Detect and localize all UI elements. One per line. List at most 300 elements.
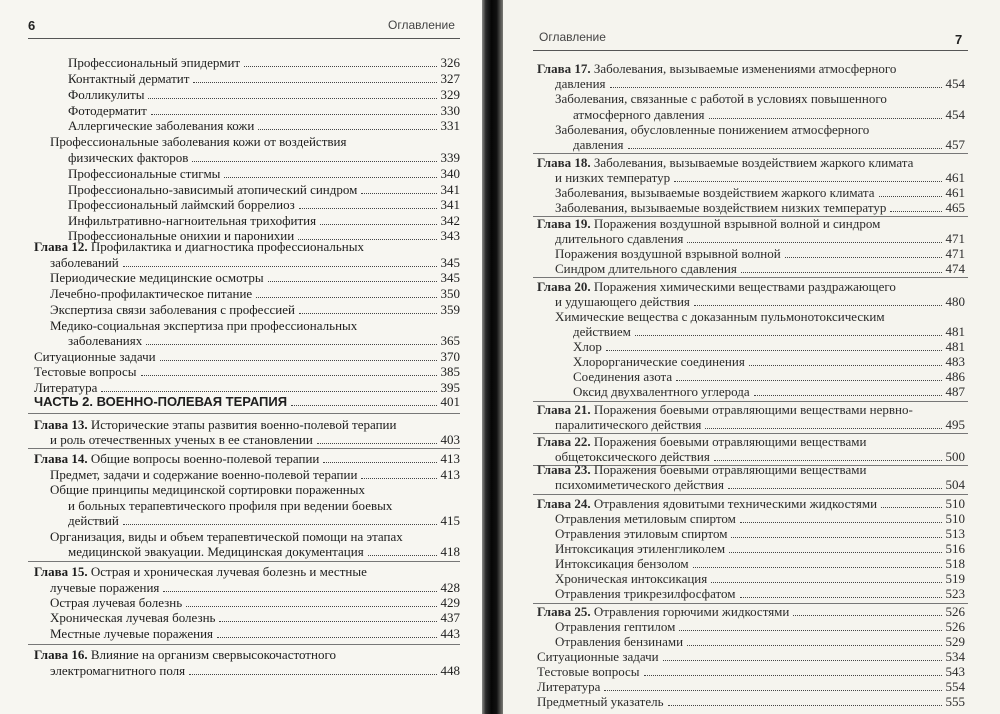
- entry-title: Аллергические заболевания кожи: [68, 118, 255, 133]
- chapter-label: Глава 16.: [34, 647, 88, 662]
- chapter-label: Глава 14.: [34, 451, 88, 466]
- leader-dots: [186, 596, 436, 607]
- toc-entry[interactable]: [68, 197, 460, 212]
- toc-entry[interactable]: [50, 255, 460, 270]
- toc-entry-heading[interactable]: Заболевания, обусловленные понижением атмосферного: [555, 122, 870, 137]
- leader-dots: [740, 587, 942, 598]
- chapter-label: Глава 22.: [537, 434, 591, 449]
- toc-entry[interactable]: [68, 182, 460, 197]
- entry-title: Инфильтративно-нагноительная трихофития: [68, 213, 317, 228]
- chapter-heading[interactable]: [537, 279, 896, 294]
- entry-page: 486: [945, 369, 965, 384]
- toc-entry[interactable]: [555, 634, 965, 649]
- leader-dots: [635, 325, 942, 336]
- toc-entry[interactable]: [68, 544, 460, 559]
- chapter-label: Глава 15.: [34, 564, 88, 579]
- entry-title: Синдром длительного сдавления: [555, 261, 737, 276]
- entry-title: Тестовые вопросы: [34, 364, 137, 379]
- chapter-title: Влияние на организм свервысокочастотного: [87, 647, 336, 662]
- leader-dots: [604, 680, 941, 691]
- toc-entry[interactable]: [50, 302, 460, 317]
- chapter-title: Отравления ядовитыми техническими жидкостями: [590, 496, 878, 511]
- entry-page: 487: [945, 384, 965, 399]
- entry-title: Профессиональный лаймский боррелиоз: [68, 197, 295, 212]
- chapter-label: Глава 21.: [537, 402, 591, 417]
- leader-dots: [606, 340, 942, 351]
- entry-page: 415: [440, 513, 460, 528]
- chapter-label: Глава 25.: [537, 604, 591, 619]
- chapter-heading[interactable]: [34, 647, 336, 662]
- entry-title: Хлор: [573, 339, 602, 354]
- section-rule: [28, 561, 460, 562]
- entry-page: 326: [440, 55, 460, 70]
- section-rule: [533, 494, 968, 495]
- toc-entry[interactable]: [50, 580, 460, 595]
- entry-title: атмосферного давления: [573, 107, 705, 122]
- toc-entry[interactable]: [555, 261, 965, 276]
- toc-entry[interactable]: [555, 556, 965, 571]
- toc-entry[interactable]: [68, 513, 460, 528]
- entry-page: 448: [440, 663, 460, 678]
- entry-title: Периодические медицинские осмотры: [50, 270, 264, 285]
- entry-title: давления: [573, 137, 624, 152]
- chapter-label: Глава 24.: [537, 496, 591, 511]
- entry-page: 345: [440, 255, 460, 270]
- part-title: ЧАСТЬ 2. ВОЕННО-ПОЛЕВАЯ ТЕРАПИЯ: [34, 394, 288, 409]
- toc-entry[interactable]: [555, 294, 965, 309]
- toc-entry[interactable]: [537, 664, 965, 679]
- leader-dots: [628, 138, 942, 149]
- entry-page: 401: [440, 394, 460, 409]
- toc-entry[interactable]: [573, 354, 965, 369]
- leader-dots: [217, 627, 436, 638]
- toc-entry[interactable]: [50, 286, 460, 301]
- leader-dots: [705, 418, 941, 429]
- chapter-heading[interactable]: [537, 434, 866, 449]
- entry-page: 529: [945, 634, 965, 649]
- entry-title: Соединения азота: [573, 369, 673, 384]
- chapter-heading[interactable]: [537, 496, 965, 511]
- entry-title: Отравления трикрезилфосфатом: [555, 586, 736, 601]
- leader-dots: [244, 56, 436, 67]
- leader-dots: [693, 557, 942, 568]
- entry-page: 341: [440, 197, 460, 212]
- entry-page: 428: [440, 580, 460, 595]
- entry-page: 342: [440, 213, 460, 228]
- leader-dots: [361, 468, 436, 479]
- leader-dots: [709, 108, 942, 119]
- entry-page: 418: [440, 544, 460, 559]
- chapter-title: Исторические этапы развития военно-полевой терапии: [87, 417, 397, 432]
- entry-title: действием: [573, 324, 631, 339]
- toc-entry-heading[interactable]: Профессиональные заболевания кожи от воздействия: [50, 134, 347, 149]
- right-header-rule: [533, 50, 968, 51]
- entry-title: Отравления метиловым спиртом: [555, 511, 736, 526]
- entry-page: 340: [440, 166, 460, 181]
- leader-dots: [676, 370, 941, 381]
- toc-entry[interactable]: [50, 626, 460, 641]
- chapter-heading[interactable]: [537, 604, 965, 619]
- entry-title: Поражения воздушной взрывной волной: [555, 246, 781, 261]
- entry-page: 519: [945, 571, 965, 586]
- entry-page: 500: [945, 449, 965, 464]
- leader-dots: [299, 303, 437, 314]
- entry-title: Хроническая интоксикация: [555, 571, 708, 586]
- entry-page: 534: [945, 649, 965, 664]
- entry-page: 526: [945, 604, 965, 619]
- toc-entry[interactable]: [68, 213, 460, 228]
- toc-entry[interactable]: [555, 571, 965, 586]
- entry-page: 474: [945, 261, 965, 276]
- leader-dots: [189, 664, 436, 675]
- toc-entry[interactable]: [573, 107, 965, 122]
- leader-dots: [610, 77, 942, 88]
- toc-entry[interactable]: [555, 185, 965, 200]
- entry-title: Заболевания, вызываемые воздействием низких температур: [555, 200, 887, 215]
- entry-title: и роль отечественных ученых в ее становлении: [50, 432, 313, 447]
- section-rule: [533, 277, 968, 278]
- leader-dots: [785, 247, 942, 258]
- chapter-heading[interactable]: [34, 239, 364, 254]
- entry-page: 385: [440, 364, 460, 379]
- toc-entry[interactable]: [555, 200, 965, 215]
- entry-title: Литература: [34, 380, 98, 395]
- left-header-rule: [28, 38, 460, 39]
- chapter-title: Заболевания, вызываемые воздействием жаркого климата: [590, 155, 914, 170]
- leader-dots: [368, 545, 437, 556]
- chapter-title: Поражения боевыми отравляющими веществами: [590, 434, 867, 449]
- entry-page: 555: [945, 694, 965, 709]
- entry-page: 454: [945, 76, 965, 91]
- section-rule: [28, 448, 460, 449]
- leader-dots: [163, 581, 436, 592]
- toc-entry[interactable]: [555, 170, 965, 185]
- entry-page: 331: [440, 118, 460, 133]
- toc-entry[interactable]: [68, 103, 460, 118]
- entry-title: Оксид двухвалентного углерода: [573, 384, 750, 399]
- leader-dots: [361, 183, 436, 194]
- toc-entry[interactable]: [573, 324, 965, 339]
- entry-page: 543: [945, 664, 965, 679]
- toc-entry[interactable]: [555, 619, 965, 634]
- chapter-title: Поражения воздушной взрывной волной и синдром: [590, 216, 881, 231]
- entry-page: 471: [945, 246, 965, 261]
- entry-page: 518: [945, 556, 965, 571]
- entry-title: заболеваний: [50, 255, 119, 270]
- entry-page: 339: [440, 150, 460, 165]
- entry-page: 443: [440, 626, 460, 641]
- entry-page: 554: [945, 679, 965, 694]
- leader-dots: [687, 635, 941, 646]
- toc-entry[interactable]: [68, 333, 460, 348]
- toc-entry-heading[interactable]: Химические вещества с доказанным пульмонотоксическим: [555, 309, 885, 324]
- right-running-header: Оглавление: [539, 30, 606, 44]
- leader-dots: [749, 355, 942, 366]
- toc-entry-heading[interactable]: Медико-социальная экспертиза при профессиональных: [50, 318, 358, 333]
- toc-entry[interactable]: [68, 118, 460, 133]
- toc-entry[interactable]: [50, 467, 460, 482]
- leader-dots: [320, 214, 436, 225]
- toc-entry[interactable]: [573, 137, 965, 152]
- toc-entry[interactable]: [573, 339, 965, 354]
- leader-dots: [644, 665, 942, 676]
- toc-entry[interactable]: [555, 246, 965, 261]
- entry-page: 437: [440, 610, 460, 625]
- entry-page: 345: [440, 270, 460, 285]
- entry-title: физических факторов: [68, 150, 189, 165]
- entry-title: давления: [555, 76, 606, 91]
- book-spine-shadow: [482, 0, 503, 714]
- entry-title: лучевые поражения: [50, 580, 160, 595]
- chapter-label: Глава 13.: [34, 417, 88, 432]
- part-heading[interactable]: [34, 394, 460, 409]
- toc-entry[interactable]: [50, 595, 460, 610]
- entry-page: 471: [945, 231, 965, 246]
- entry-title: Острая лучевая болезнь: [50, 595, 183, 610]
- entry-page: 403: [440, 432, 460, 447]
- entry-page: 370: [440, 349, 460, 364]
- toc-entry[interactable]: [555, 541, 965, 556]
- entry-title: действий: [68, 513, 119, 528]
- leader-dots: [224, 167, 436, 178]
- entry-page: 461: [945, 170, 965, 185]
- entry-title: Интоксикация бензолом: [555, 556, 689, 571]
- leader-dots: [123, 514, 437, 525]
- entry-title: Интоксикация этиленгликолем: [555, 541, 726, 556]
- entry-title: Предмет, задачи и содержание военно-полевой терапии: [50, 467, 358, 482]
- leader-dots: [740, 512, 942, 523]
- entry-page: 516: [945, 541, 965, 556]
- entry-page: 481: [945, 339, 965, 354]
- entry-title: Профессионально-зависимый атопический синдром: [68, 182, 358, 197]
- entry-page: 510: [945, 496, 965, 511]
- entry-title: Контактный дерматит: [68, 71, 190, 86]
- toc-entry[interactable]: [34, 364, 460, 379]
- toc-entry[interactable]: [537, 679, 965, 694]
- entry-page: 513: [945, 526, 965, 541]
- toc-entry[interactable]: [573, 369, 965, 384]
- chapter-heading[interactable]: [34, 564, 367, 579]
- toc-entry[interactable]: [34, 380, 460, 395]
- leader-dots: [146, 334, 436, 345]
- entry-page: 413: [440, 451, 460, 466]
- toc-entry[interactable]: [537, 694, 965, 709]
- entry-title: Литература: [537, 679, 601, 694]
- chapter-label: Глава 17.: [537, 61, 591, 76]
- toc-entry[interactable]: [68, 55, 460, 70]
- chapter-title: Острая и хроническая лучевая болезнь и местные: [87, 564, 367, 579]
- entry-page: 429: [440, 595, 460, 610]
- leader-dots: [258, 119, 436, 130]
- leader-dots: [890, 201, 941, 212]
- entry-page: 526: [945, 619, 965, 634]
- chapter-label: Глава 18.: [537, 155, 591, 170]
- leader-dots: [731, 527, 941, 538]
- toc-entry[interactable]: [50, 432, 460, 447]
- entry-page: 343: [440, 228, 460, 243]
- leader-dots: [268, 271, 437, 282]
- toc-entry[interactable]: [555, 586, 965, 601]
- chapter-heading[interactable]: [537, 402, 913, 417]
- entry-title: и удушающего действия: [555, 294, 690, 309]
- entry-page: 457: [945, 137, 965, 152]
- chapter-title: Заболевания, вызываемые изменениями атмосферного: [590, 61, 897, 76]
- entry-page: 480: [945, 294, 965, 309]
- entry-page: 483: [945, 354, 965, 369]
- chapter-label: Глава 23.: [537, 462, 591, 477]
- entry-title: Лечебно-профилактическое питание: [50, 286, 253, 301]
- toc-entry-heading[interactable]: Заболевания, связанные с работой в условиях повышенного: [555, 91, 887, 106]
- toc-entry-heading[interactable]: и больных терапевтического профиля при ведении боевых: [68, 498, 393, 513]
- leader-dots: [256, 287, 436, 298]
- chapter-heading[interactable]: [34, 451, 460, 466]
- toc-entry-heading[interactable]: Общие принципы медицинской сортировки пораженных: [50, 482, 365, 497]
- entry-page: 329: [440, 87, 460, 102]
- entry-title: Местные лучевые поражения: [50, 626, 214, 641]
- leader-dots: [101, 381, 436, 392]
- entry-page: 327: [440, 71, 460, 86]
- chapter-heading[interactable]: [537, 462, 866, 477]
- chapter-title: Отравления горючими жидкостями: [590, 604, 790, 619]
- leader-dots: [291, 395, 436, 406]
- leader-dots: [754, 385, 942, 396]
- chapter-heading[interactable]: [34, 417, 396, 432]
- entry-page: 330: [440, 103, 460, 118]
- entry-title: Предметный указатель: [537, 694, 664, 709]
- leader-dots: [674, 171, 941, 182]
- right-page-number: 7: [955, 32, 963, 47]
- entry-page: 504: [945, 477, 965, 492]
- right-page: [503, 0, 1000, 714]
- entry-title: Тестовые вопросы: [537, 664, 640, 679]
- entry-title: Профессиональные стигмы: [68, 166, 221, 181]
- leader-dots: [793, 605, 941, 616]
- entry-page: 465: [945, 200, 965, 215]
- leader-dots: [323, 452, 436, 463]
- entry-title: психомиметического действия: [555, 477, 724, 492]
- section-rule: [533, 153, 968, 154]
- leader-dots: [881, 497, 941, 508]
- entry-page: 365: [440, 333, 460, 348]
- entry-title: электромагнитного поля: [50, 663, 186, 678]
- entry-title: Экспертиза связи заболевания с профессией: [50, 302, 295, 317]
- leader-dots: [192, 151, 436, 162]
- entry-page: 413: [440, 467, 460, 482]
- entry-title: и низких температур: [555, 170, 671, 185]
- leader-dots: [148, 88, 436, 99]
- leader-dots: [728, 478, 942, 489]
- toc-entry[interactable]: [555, 511, 965, 526]
- chapter-heading[interactable]: [537, 216, 880, 231]
- leader-dots: [687, 232, 941, 243]
- section-rule: [28, 644, 460, 645]
- entry-title: Ситуационные задачи: [537, 649, 659, 664]
- entry-title: Заболевания, вызываемые воздействием жаркого климата: [555, 185, 875, 200]
- chapter-title: Профилактика и диагностика профессиональных: [87, 239, 364, 254]
- chapter-title: Поражения химическими веществами раздражающего: [590, 279, 896, 294]
- chapter-label: Глава 20.: [537, 279, 591, 294]
- left-page-number: 6: [28, 18, 36, 33]
- entry-page: 454: [945, 107, 965, 122]
- toc-entry[interactable]: [68, 71, 460, 86]
- entry-title: медицинской эвакуации. Медицинская документация: [68, 544, 364, 559]
- toc-entry[interactable]: [555, 477, 965, 492]
- entry-page: 395: [440, 380, 460, 395]
- entry-title: Профессиональные онихии и паронихии: [68, 228, 295, 243]
- leader-dots: [729, 542, 941, 553]
- leader-dots: [160, 350, 437, 361]
- toc-entry[interactable]: [68, 166, 460, 181]
- leader-dots: [714, 450, 942, 461]
- leader-dots: [694, 295, 942, 306]
- entry-title: общетоксического действия: [555, 449, 710, 464]
- entry-page: 359: [440, 302, 460, 317]
- leader-dots: [151, 104, 437, 115]
- entry-title: Хлорорганические соединения: [573, 354, 745, 369]
- toc-entry[interactable]: [50, 270, 460, 285]
- entry-page: 341: [440, 182, 460, 197]
- entry-title: Отравления гептилом: [555, 619, 676, 634]
- entry-page: 510: [945, 511, 965, 526]
- leader-dots: [663, 650, 942, 661]
- leader-dots: [679, 620, 941, 631]
- toc-entry[interactable]: [537, 649, 965, 664]
- entry-page: 523: [945, 586, 965, 601]
- toc-entry[interactable]: [50, 663, 460, 678]
- leader-dots: [317, 433, 437, 444]
- entry-page: 350: [440, 286, 460, 301]
- chapter-heading[interactable]: [537, 61, 896, 76]
- left-page: [0, 0, 482, 714]
- toc-entry[interactable]: [555, 526, 965, 541]
- toc-entry[interactable]: [68, 87, 460, 102]
- toc-entry[interactable]: [50, 610, 460, 625]
- leader-dots: [668, 695, 942, 706]
- toc-entry[interactable]: [555, 417, 965, 432]
- leader-dots: [219, 611, 436, 622]
- entry-title: длительного сдавления: [555, 231, 684, 246]
- entry-title: Фолликулиты: [68, 87, 145, 102]
- entry-title: Фотодерматит: [68, 103, 147, 118]
- leader-dots: [741, 262, 942, 273]
- entry-title: Хроническая лучевая болезнь: [50, 610, 216, 625]
- chapter-title: Общие вопросы военно-полевой терапии: [87, 451, 320, 466]
- section-rule: [28, 413, 460, 414]
- entry-title: Отравления бензинами: [555, 634, 684, 649]
- leader-dots: [123, 256, 437, 267]
- chapter-label: Глава 12.: [34, 239, 88, 254]
- chapter-title: Поражения боевыми отравляющими веществами: [590, 462, 867, 477]
- toc-entry[interactable]: [555, 231, 965, 246]
- toc-entry-heading[interactable]: Организация, виды и объем терапевтической помощи на этапах: [50, 529, 403, 544]
- entry-page: 495: [945, 417, 965, 432]
- entry-title: Отравления этиловым спиртом: [555, 526, 728, 541]
- chapter-title: Поражения боевыми отравляющими веществами нервно-: [590, 402, 913, 417]
- chapter-heading[interactable]: [537, 155, 913, 170]
- leader-dots: [193, 72, 436, 83]
- leader-dots: [879, 186, 942, 197]
- entry-title: Профессиональный эпидермит: [68, 55, 241, 70]
- left-running-header: Оглавление: [388, 18, 455, 32]
- entry-title: паралитического действия: [555, 417, 702, 432]
- toc-entry[interactable]: [555, 76, 965, 91]
- toc-entry[interactable]: [34, 349, 460, 364]
- entry-title: Ситуационные задачи: [34, 349, 156, 364]
- toc-entry[interactable]: [573, 384, 965, 399]
- entry-page: 461: [945, 185, 965, 200]
- entry-title: заболеваниях: [68, 333, 143, 348]
- toc-entry[interactable]: [68, 150, 460, 165]
